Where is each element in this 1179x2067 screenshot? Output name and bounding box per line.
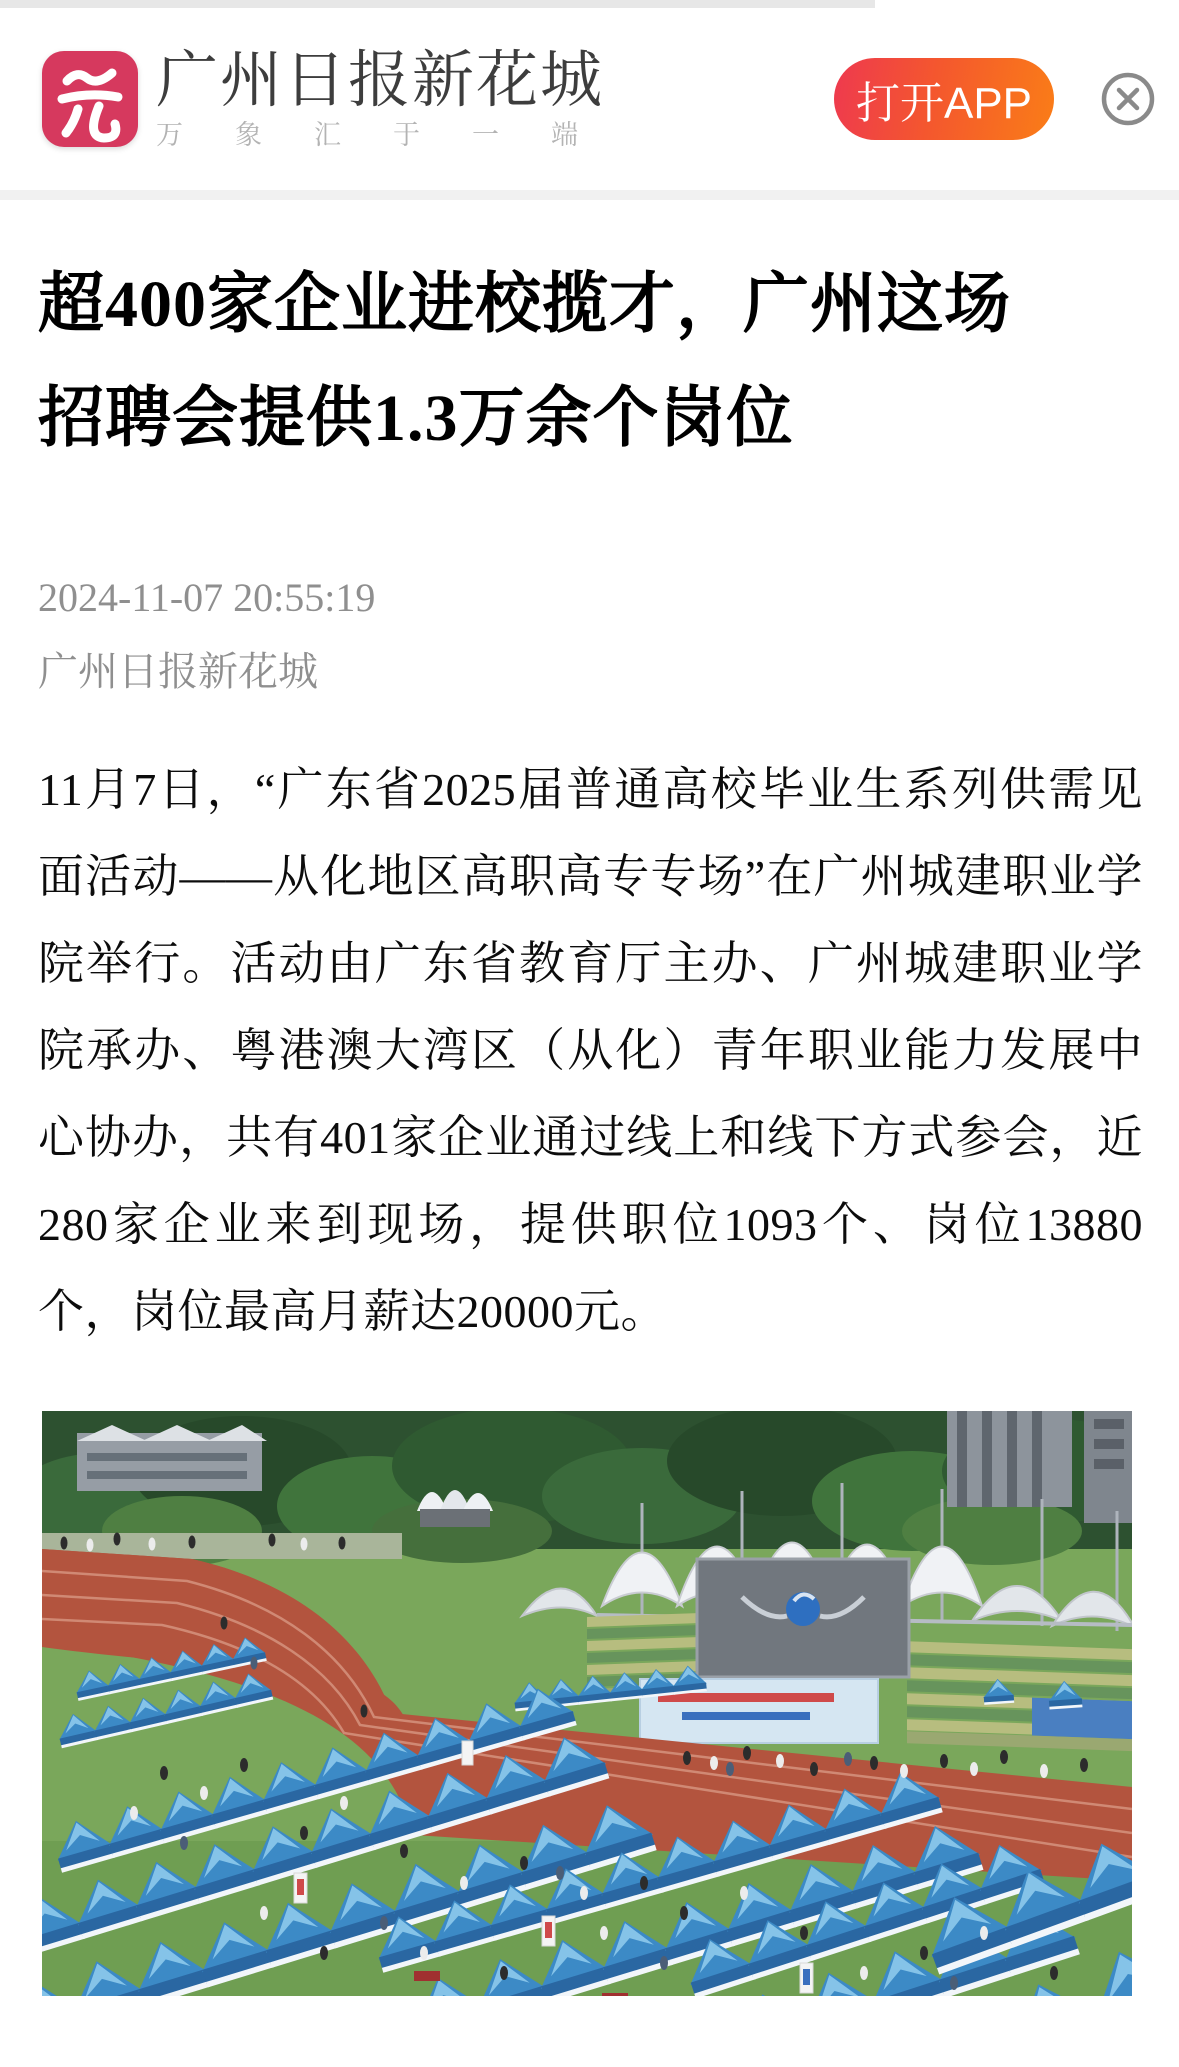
job-fair-photo-illustration [42,1411,1132,1996]
header-divider [0,190,1179,200]
open-app-button[interactable] [834,58,1054,140]
article-title [38,248,1143,476]
brand-name: 广州日报新花城 [156,46,605,116]
article-title-line2: 招聘会提供1.3万余个岗位 [38,382,794,455]
brand-slogan: 万象汇于一端 [156,120,630,151]
close-button[interactable] [1099,70,1157,128]
white-pavilion [417,1490,493,1527]
top-page-strip [0,0,875,8]
close-icon [1099,70,1157,128]
open-app-button-label: 打开APP [855,79,1033,128]
buildings-right [947,1411,1132,1523]
article-title-line1: 超400家企业进校揽才，广州这场 [38,268,1011,341]
article [0,248,1179,1996]
brand-logo[interactable] [42,51,138,147]
article-photo[interactable] [42,1411,1132,1996]
app-header [0,8,1179,190]
building-left [77,1425,267,1491]
publish-time: 2024-11-07 20:55:19 [38,575,376,620]
brand-logo-glyph [42,51,138,147]
article-source: 广州日报新花城 [38,650,318,694]
stage [697,1559,909,1677]
brand-text-block [156,47,630,151]
article-body: 11月7日，“广东省2025届普通高校毕业生系列供需见面活动——从化地区高职高专专场”在广州城建职业学院举行。活动由广东省教育厅主办、广州城建职业学院承办、粤港澳大湾区（从化）青年职业能力发展中心协办，共有401家企业通过线上和线下方式参会，近280家企业来到现场，提供职位1093个、岗位13880个，岗位最高月薪达20000元。 [38,764,1143,1337]
